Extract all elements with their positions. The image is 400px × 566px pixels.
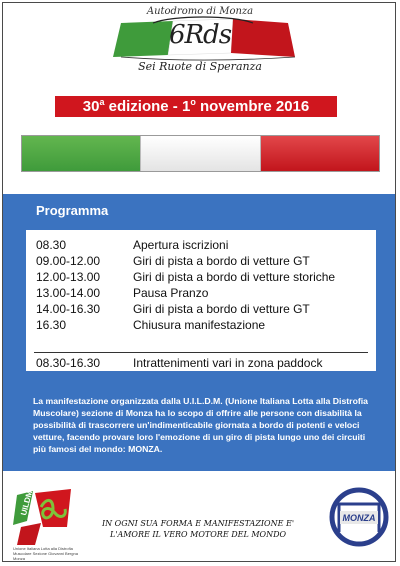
motto-line-1: IN OGNI SUA FORMA E MANIFESTAZIONE E' [101, 519, 295, 528]
program-title: Programma [36, 203, 109, 218]
edition-date: novembre 2016 [195, 98, 310, 115]
schedule-box [26, 230, 376, 371]
motto-line-2: L'AMORE IL VERO MOTORE DEL MONDO [109, 530, 287, 539]
monza-logo-text: MONZA [342, 513, 376, 523]
edition-ordinal: a [99, 97, 105, 107]
schedule-desc: Giri di pista a bordo di vetture storiche [133, 270, 336, 284]
schedule-time: 09.00-12.00 [36, 254, 101, 268]
edition-number: 30 [82, 98, 100, 115]
schedule-desc: Chiusura manifestazione [133, 318, 266, 332]
schedule-divider [34, 352, 368, 353]
schedule-desc: Giri di pista a bordo di vetture GT [133, 254, 310, 268]
schedule-time: 12.00-13.00 [36, 270, 101, 284]
uildm-caption: Unione Italiana Lotta alla Distrofia Muscolare Sezione Giovanni Bergna Monza [13, 546, 78, 561]
schedule-desc: Pausa Pranzo [133, 286, 209, 300]
tagline: Sei Ruote di Speranza [138, 60, 262, 73]
uildm-logo-text: UILDM [19, 489, 35, 517]
italian-flag-bar [21, 135, 380, 172]
schedule-desc: Giri di pista a bordo di vetture GT [133, 302, 310, 316]
schedule-time: 14.00-16.30 [36, 302, 101, 316]
venue-label: Autodromo di Monza [146, 6, 254, 17]
event-description: La manifestazione organizzata dalla U.I.L.D.M. (Unione Italiana Lotta alla Distrofia Muscolare) sezione di Monza ha lo scopo di offrire alle persone con disabilità la possibilità di trascorrere un'indimenticabile giornata a bordo di potenti e veloci vetture, facendo provare loro l'emozione di un giro di pista lungo uno dei circuiti più famosi del mondo: MONZA. [33, 396, 369, 454]
flag-green [22, 136, 140, 171]
schedule-desc: Apertura iscrizioni [133, 238, 229, 252]
edition-text: edizione - 1 [104, 98, 191, 115]
edition-banner [55, 96, 337, 117]
uildm-logo [13, 487, 75, 547]
monza-circuit-logo [329, 486, 389, 548]
day-ordinal: o [190, 97, 196, 107]
schedule-time: 13.00-14.00 [36, 286, 101, 300]
schedule-time: 08.30-16.30 [36, 356, 101, 370]
schedule-time: 16.30 [36, 318, 67, 332]
motto [93, 518, 303, 540]
event-logo [3, 3, 396, 93]
flag-white [140, 136, 260, 171]
flag-red [261, 136, 379, 171]
schedule-time: 08.30 [36, 238, 67, 252]
logo-mark: 6Rds [168, 20, 232, 50]
flyer [2, 2, 396, 562]
schedule-desc: Intrattenimenti vari in zona paddock [133, 356, 323, 370]
